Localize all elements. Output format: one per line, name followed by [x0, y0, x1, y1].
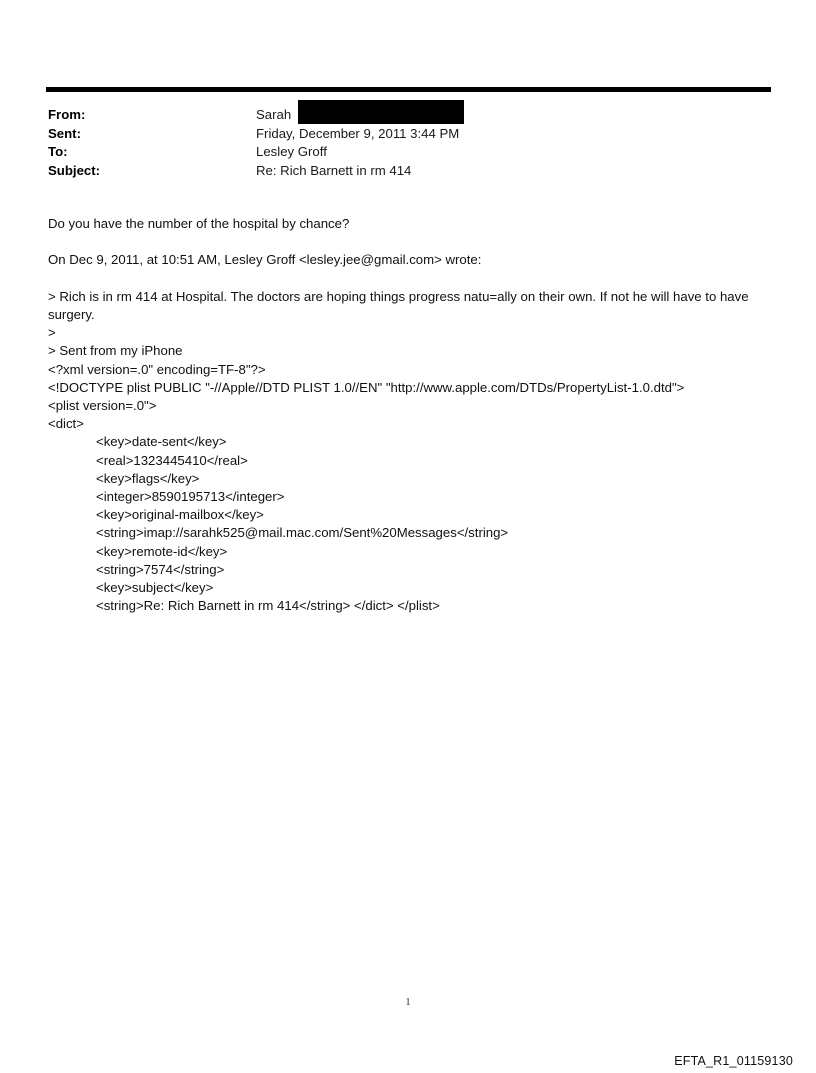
dict-line: <key>subject</key>: [96, 580, 214, 596]
from-value: [256, 106, 768, 125]
to-row: [48, 143, 768, 162]
plist-open: <plist version=.0">: [48, 398, 157, 413]
dict-line: <key>flags</key>: [96, 470, 200, 486]
dict-line: <string>7574</string>: [96, 561, 225, 577]
from-name: Sarah: [256, 107, 292, 122]
xml-declaration: <?xml version=.0" encoding=TF-8"?>: [48, 361, 266, 377]
sent-value: Friday, December 9, 2011 3:44 PM: [256, 125, 460, 141]
redaction-box: [298, 100, 464, 124]
dict-line: <string>imap://sarahk525@mail.mac.com/Sent%20Messages</string>: [96, 525, 509, 541]
subject-value: Re: Rich Barnett in rm 414: [256, 162, 412, 178]
spacer: [48, 233, 778, 251]
body-attribution: On Dec 9, 2011, at 10:51 AM, Lesley Groff <lesley.jee@gmail.com> wrote:: [48, 252, 482, 268]
subject-label: Subject:: [48, 162, 101, 178]
to-value: Lesley Groff: [256, 144, 327, 159]
body-question: Do you have the number of the hospital by chance?: [48, 216, 350, 231]
dict-line: <key>date-sent</key>: [96, 434, 227, 450]
dict-line: <real>1323445410</real>: [96, 452, 248, 468]
dict-line: <key>original-mailbox</key>: [96, 507, 264, 523]
page-number: 1: [405, 997, 411, 1008]
sent-row: [48, 125, 768, 144]
dict-open: <dict>: [48, 416, 84, 432]
email-body: [48, 215, 778, 615]
quoted-line: > Rich is in rm 414 at Hospital. The doctors are hoping things progress natu=ally on their own. If not he will have to have surgery.: [48, 288, 749, 322]
xml-doctype: <!DOCTYPE plist PUBLIC "-//Apple//DTD PLIST 1.0//EN" "http://www.apple.com/DTDs/PropertyList-1.0.dtd">: [48, 379, 685, 395]
dict-line: <string>Re: Rich Barnett in rm 414</string> </dict> </plist>: [96, 598, 440, 614]
sent-label: Sent:: [48, 125, 81, 141]
spacer: [48, 270, 778, 288]
subject-row: [48, 162, 768, 181]
dict-line: <key>remote-id</key>: [96, 543, 228, 559]
quoted-line: >: [48, 325, 56, 341]
from-label: From:: [48, 107, 86, 122]
to-label: To:: [48, 144, 68, 159]
dict-line: <integer>8590195713</integer>: [96, 489, 285, 505]
email-header: [48, 106, 768, 180]
document-id: EFTA_R1_01159130: [674, 1054, 793, 1068]
from-row: [48, 106, 768, 125]
quoted-line: > Sent from my iPhone: [48, 343, 183, 359]
header-rule: [46, 87, 771, 92]
